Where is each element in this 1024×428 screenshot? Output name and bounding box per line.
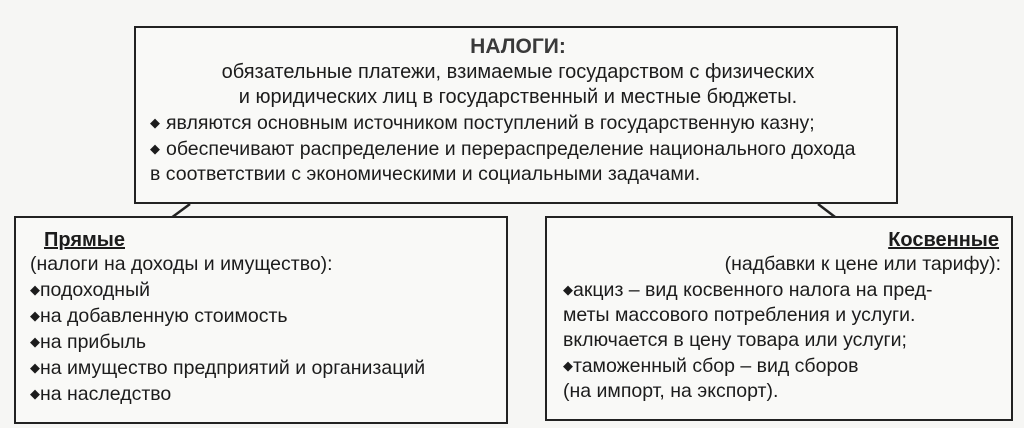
diamond-bullet-icon: ◆	[30, 334, 40, 349]
direct-tax-item-text: на прибыль	[40, 331, 147, 353]
indirect-taxes-subtitle: (надбавки к цене или тарифу):	[724, 253, 1001, 275]
diamond-bullet-icon: ◆	[30, 282, 40, 297]
excise-line-3: включается в цену товара или услуги;	[563, 329, 907, 351]
list-item	[30, 329, 496, 355]
direct-tax-item-text: на добавленную стоимость	[40, 305, 288, 327]
excise-text: акциз – вид косвенного налога на пред-	[573, 279, 933, 301]
list-item	[30, 303, 496, 329]
diamond-bullet-icon: ◆	[30, 386, 40, 401]
direct-taxes-box	[14, 216, 508, 424]
excise-line-1	[563, 277, 1001, 303]
indirect-taxes-box	[545, 216, 1013, 421]
diamond-bullet-icon: ◆	[30, 360, 40, 375]
definition-line-1: обязательные платежи, взимаемые государством с физических	[221, 61, 815, 83]
customs-line-2: (на импорт, на экспорт).	[563, 380, 779, 402]
excise-line-2: меты массового потребления и услуги.	[563, 304, 916, 326]
taxes-point-2-text: обеспечивают распределение и перераспределение национального дохода	[166, 138, 856, 160]
direct-taxes-heading: Прямые	[44, 229, 125, 251]
diamond-bullet-icon: ◆	[150, 115, 160, 130]
direct-tax-item-text: на имущество предприятий и организаций	[40, 357, 426, 379]
customs-line-1	[563, 353, 1001, 379]
diamond-bullet-icon: ◆	[150, 141, 160, 156]
definition-line-2: и юридических лиц в государственный и местные бюджеты.	[238, 86, 798, 108]
taxes-title: НАЛОГИ:	[470, 35, 566, 58]
taxes-point-2-continued: в соответствии с экономическими и социальными задачами.	[150, 163, 701, 185]
indirect-taxes-heading: Косвенные	[888, 229, 999, 251]
list-item	[30, 381, 496, 407]
list-item	[30, 355, 496, 381]
direct-taxes-subtitle: (налоги на доходы и имущество):	[30, 253, 333, 275]
direct-tax-item-text: подоходный	[40, 279, 150, 301]
direct-tax-item-text: на наследство	[40, 383, 172, 405]
diamond-bullet-icon: ◆	[563, 358, 573, 373]
taxes-point-2	[150, 136, 886, 162]
customs-text: таможенный сбор – вид сборов	[573, 355, 859, 377]
taxes-point-1	[150, 110, 886, 136]
taxes-definition-box	[134, 26, 898, 204]
taxes-point-1-text: являются основным источником поступлений в государственную казну;	[166, 112, 815, 134]
diamond-bullet-icon: ◆	[30, 308, 40, 323]
diamond-bullet-icon: ◆	[563, 282, 573, 297]
list-item	[30, 277, 496, 303]
